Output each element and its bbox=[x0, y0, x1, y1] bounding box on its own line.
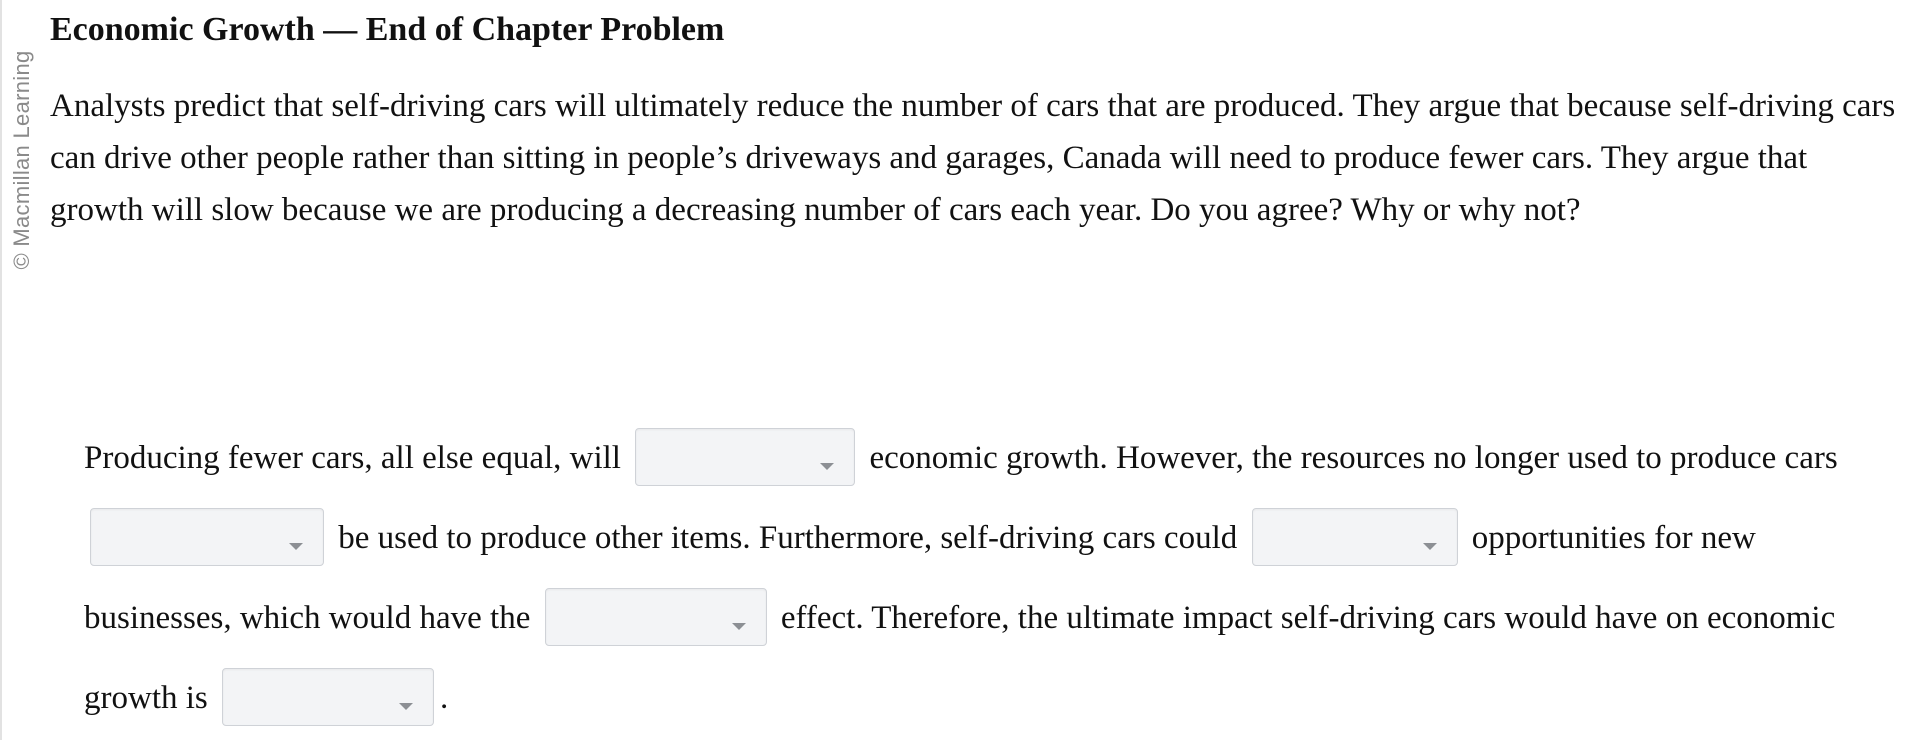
question-header bbox=[50, 8, 1902, 236]
question-prompt: Analysts predict that self-driving cars will ultimately reduce the number of cars that are produced. They argue that because self-driving cars can drive other people rather than sitting in people’s driveways and garages, Canada will need to produce fewer cars. They argue that growth will slow because we are producing a decreasing number of cars each year. Do you agree? Why or why not? bbox=[50, 88, 1896, 228]
dropdown-ultimate-impact[interactable] bbox=[222, 668, 434, 726]
chevron-down-icon bbox=[820, 463, 834, 470]
chevron-down-icon bbox=[732, 623, 746, 630]
fill-in-answer bbox=[84, 418, 1904, 738]
dropdown-growth-effect[interactable] bbox=[635, 428, 855, 486]
answer-text-5: effect. Therefore, the ultimate impact self-driving cars would have on economic growth is bbox=[84, 600, 1836, 716]
copyright-watermark bbox=[0, 0, 44, 312]
page-title: Economic Growth — End of Chapter Problem bbox=[50, 11, 725, 48]
dropdown-effect[interactable] bbox=[545, 588, 767, 646]
answer-text-1: Producing fewer cars, all else equal, will bbox=[84, 440, 621, 476]
answer-text-4: opportunities for new businesses, which would have the bbox=[84, 520, 1756, 636]
dropdown-opportunities[interactable] bbox=[1252, 508, 1458, 566]
answer-period: . bbox=[440, 680, 449, 716]
watermark-text: © Macmillan Learning bbox=[9, 50, 34, 270]
chevron-down-icon bbox=[1423, 543, 1437, 550]
answer-text-3: be used to produce other items. Furthermore, self-driving cars could bbox=[338, 520, 1238, 556]
chevron-down-icon bbox=[289, 543, 303, 550]
chevron-down-icon bbox=[399, 703, 413, 710]
answer-text-2: economic growth. However, the resources no longer used to produce cars bbox=[869, 440, 1838, 476]
dropdown-resources[interactable] bbox=[90, 508, 324, 566]
